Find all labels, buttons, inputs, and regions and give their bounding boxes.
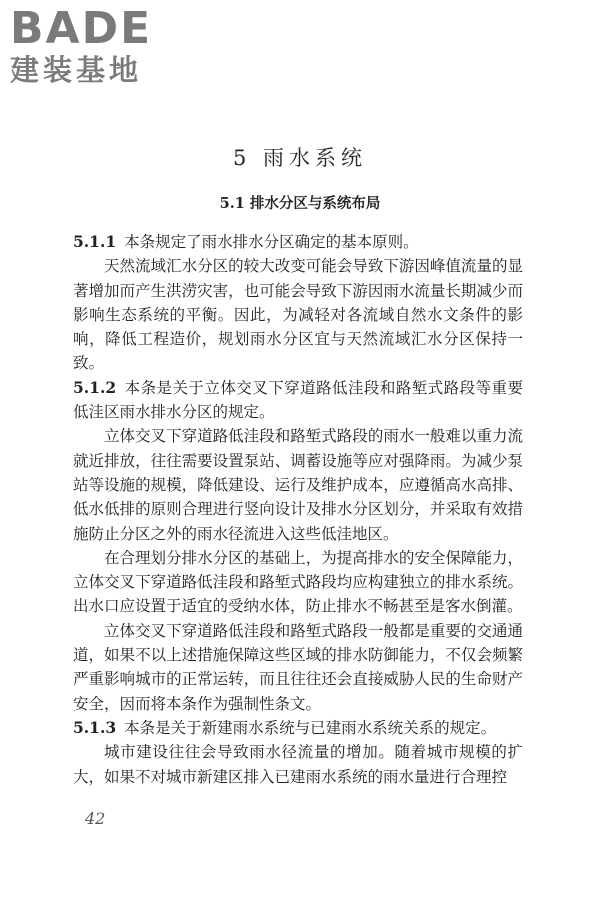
logo-wordmark: BADE bbox=[10, 3, 153, 54]
clause-number: 5.1.2 bbox=[73, 377, 117, 397]
clause-number: 5.1.1 bbox=[73, 232, 117, 251]
clause-paragraph bbox=[73, 230, 523, 254]
logo-subtitle: 建装基地 bbox=[10, 53, 143, 87]
explanation-paragraph: 在合理划分排水分区的基础上，为提高排水的安全保障能力，立体交叉下穿道路低洼段和路堑式路段均应构建独立的排水系统。出水口应设置于适宜的受纳水体，防止排水不畅甚至是客水倒灌。 bbox=[73, 548, 523, 616]
clause-text: 本条是关于立体交叉下穿道路低洼段和路堑式路段等重要低洼区雨水排水分区的规定。 bbox=[73, 378, 523, 422]
explanation-paragraph: 立体交叉下穿道路低洼段和路堑式路段一般都是重要的交通通道，如果不以上述措施保障这些区域的排水防御能力，不仅会频繁严重影响城市的正常运转，而且往往还会直接威胁人民的生命财产安全，因而将本条作为强制性条文。 bbox=[73, 621, 523, 713]
page-number: 42 bbox=[85, 809, 106, 828]
explanation-paragraph: 立体交叉下穿道路低洼段和路堑式路段的雨水一般难以重力流就近排放，往往需要设置泵站、调蓄设施等应对强降雨。为减少泵站等设施的规模，降低建设、运行及维护成本，应遵循高水高排、低水低排的原则合理进行竖向设计及排水分区划分，并采取有效措施防止分区之外的雨水径流进入这些低洼地区。 bbox=[73, 427, 523, 543]
clause-paragraph bbox=[73, 716, 523, 740]
body-text bbox=[73, 230, 523, 789]
section-title: 5.1 排水分区与系统布局 bbox=[219, 195, 381, 212]
clause-text: 本条是关于新建雨水系统与已建雨水系统关系的规定。 bbox=[124, 718, 497, 737]
explanation-paragraph: 城市建设往往会导致雨水径流量的增加。随着城市规模的扩大，如果不对城市新建区排入已建雨水系统的雨水量进行合理控 bbox=[73, 743, 523, 786]
clause-text: 本条规定了雨水排水分区确定的基本原则。 bbox=[124, 233, 419, 251]
bade-logo bbox=[10, 3, 180, 88]
clause-paragraph bbox=[73, 376, 523, 425]
chapter-title: 5 雨水系统 bbox=[232, 146, 368, 170]
clause-number: 5.1.3 bbox=[73, 717, 117, 737]
explanation-paragraph: 天然流域汇水分区的较大改变可能会导致下游因峰值流量的显著增加而产生洪涝灾害，也可能会导致下游因雨水流量长期减少而影响生态系统的平衡。因此，为减轻对各流域自然水文条件的影响，降低工程造价，规划雨水分区宜与天然流域汇水分区保持一致。 bbox=[73, 257, 523, 373]
